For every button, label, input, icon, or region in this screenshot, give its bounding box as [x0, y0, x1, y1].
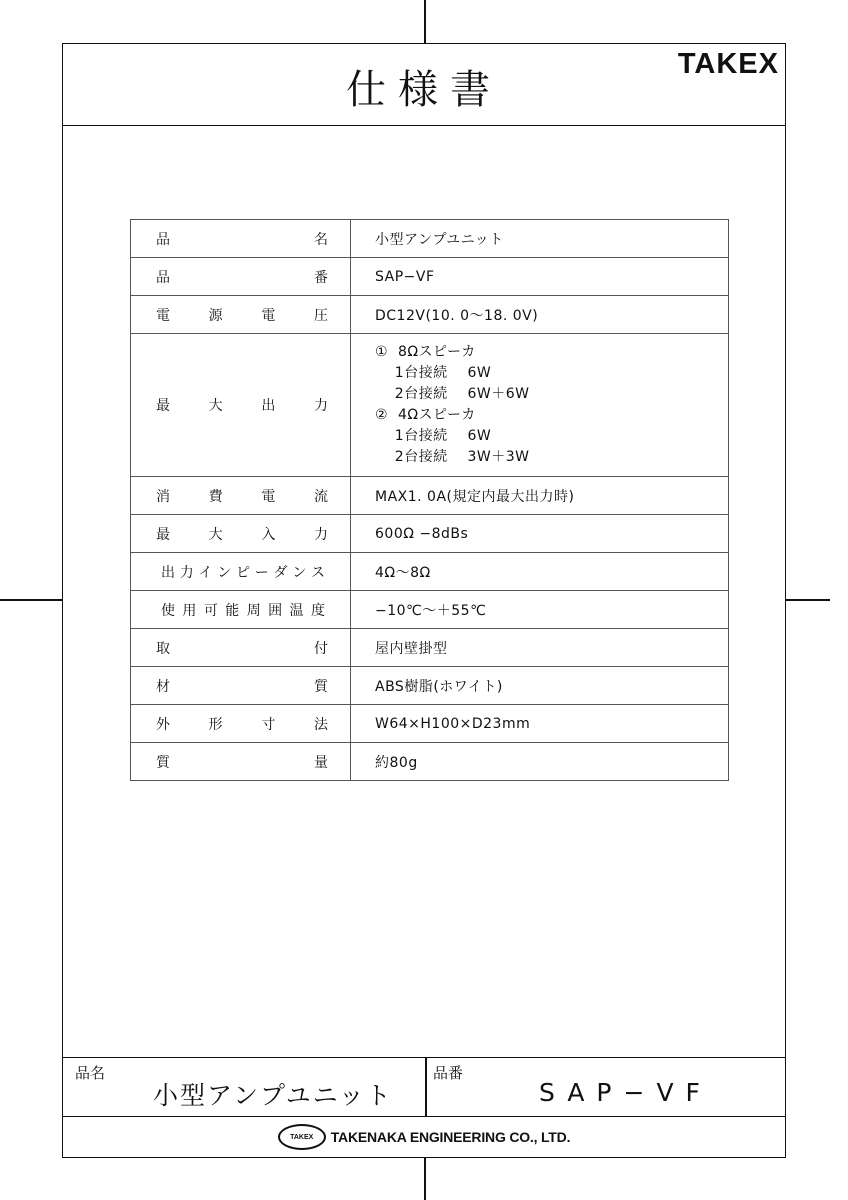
spec-label-char: 用 [182, 602, 197, 619]
spec-label-char: 周 [246, 602, 261, 619]
spec-label-char: ダ [273, 564, 288, 581]
spec-label-char: 外 [156, 716, 170, 733]
document-title: 仕様書 [346, 67, 502, 113]
spec-label-char: 最 [156, 526, 170, 543]
spec-label-char: 流 [313, 488, 328, 505]
spec-label-char: 取 [156, 640, 170, 657]
spec-value: 約80g [351, 743, 729, 781]
spec-row [131, 705, 729, 743]
spec-label-char: 温 [289, 602, 304, 619]
spec-row [131, 515, 729, 553]
spec-label-char: 番 [314, 269, 328, 286]
spec-label [131, 743, 351, 781]
crop-mark-top [424, 0, 426, 43]
spec-label-char: 品 [156, 269, 170, 286]
spec-value: 小型アンプユニット [351, 220, 729, 258]
spec-label-char: 材 [156, 678, 170, 695]
spec-label-char: 費 [208, 488, 223, 505]
spec-label [131, 515, 351, 553]
spec-label-char: 力 [179, 564, 194, 581]
spec-value: 屋内壁掛型 [351, 629, 729, 667]
spec-value: ABS樹脂(ホワイト) [351, 667, 729, 705]
spec-label-char: 量 [314, 754, 328, 771]
spec-value: W64×H100×D23mm [351, 705, 729, 743]
spec-value: ① 8Ωスピーカ 1台接続 6W 2台接続 6W＋6W ② 4Ωスピーカ 1台接続 6W 2台接続 3W＋3W [351, 334, 729, 477]
spec-value: MAX1. 0A(規定内最大出力時) [351, 477, 729, 515]
spec-label-char: 形 [208, 716, 223, 733]
spec-row [131, 591, 729, 629]
spec-label-char: 能 [225, 602, 240, 619]
company-footer [63, 1117, 785, 1157]
product-no: SAP−VF [539, 1078, 712, 1107]
spec-label-char: 大 [208, 398, 223, 414]
product-no-caption: 品番 [433, 1064, 464, 1082]
spec-label-char: ー [254, 564, 269, 581]
spec-value: DC12V(10. 0〜18. 0V) [351, 296, 729, 334]
spec-row [131, 258, 729, 296]
spec-row [131, 553, 729, 591]
spec-value: 4Ω〜8Ω [351, 553, 729, 591]
crop-mark-right [786, 599, 830, 601]
spec-label-char: 囲 [268, 602, 283, 619]
spec-label-char: 入 [261, 526, 276, 543]
spec-label-char: 名 [314, 231, 328, 248]
spec-label [131, 629, 351, 667]
spec-value: −10℃〜＋55℃ [351, 591, 729, 629]
spec-label-char: 圧 [313, 307, 328, 324]
footer-info [63, 1057, 785, 1117]
spec-label-char: ピ [236, 564, 250, 581]
spec-sheet-frame [62, 43, 786, 1158]
spec-value: SAP−VF [351, 258, 729, 296]
spec-label [131, 258, 351, 296]
spec-label-char: 度 [310, 602, 325, 619]
spec-label-char: 可 [203, 602, 218, 619]
spec-label-char: 質 [156, 754, 170, 771]
spec-label-char: 電 [156, 307, 170, 324]
spec-label [131, 477, 351, 515]
spec-row [131, 477, 729, 515]
spec-value: 600Ω −8dBs [351, 515, 729, 553]
spec-label-char: 最 [156, 398, 170, 414]
crop-mark-left [0, 599, 62, 601]
spec-label-char: 寸 [261, 716, 276, 733]
spec-row [131, 743, 729, 781]
company-name: TAKENAKA ENGINEERING CO., LTD. [330, 1129, 571, 1145]
spec-label-char: 品 [156, 231, 170, 248]
spec-row [131, 334, 729, 477]
spec-row [131, 629, 729, 667]
spec-row [131, 296, 729, 334]
spec-row [131, 667, 729, 705]
spec-label-char: ン [292, 564, 307, 581]
spec-label [131, 296, 351, 334]
spec-label-char: イ [198, 564, 213, 581]
spec-label-char: 出 [161, 564, 175, 581]
spec-label-char: 出 [261, 398, 276, 414]
spec-label-char: 電 [261, 307, 276, 324]
spec-label-char: 電 [261, 488, 276, 505]
spec-label-char: 使 [161, 602, 175, 619]
crop-mark-bottom [424, 1158, 426, 1200]
spec-label [131, 667, 351, 705]
spec-label [131, 334, 351, 477]
spec-label [131, 705, 351, 743]
brand-logo: TAKEX [677, 48, 779, 80]
spec-table [130, 219, 729, 781]
spec-label-char: 質 [314, 678, 328, 695]
spec-label-char: 大 [208, 526, 223, 543]
spec-label [131, 553, 351, 591]
spec-label-char: 付 [314, 640, 328, 657]
takex-logo-icon: TAKEX [278, 1124, 326, 1150]
product-name: 小型アンプユニット [153, 1081, 393, 1110]
spec-label-char: 力 [313, 398, 328, 414]
product-name-caption: 品名 [75, 1064, 106, 1082]
spec-label [131, 591, 351, 629]
spec-label [131, 220, 351, 258]
spec-label-char: ス [311, 564, 325, 581]
spec-label-char: 法 [313, 716, 328, 733]
spec-row [131, 220, 729, 258]
spec-label-char: 源 [208, 307, 223, 324]
spec-label-char: 力 [313, 526, 328, 543]
spec-label-char: ン [217, 564, 232, 581]
spec-label-char: 消 [156, 488, 170, 505]
header [63, 44, 785, 126]
footer-divider [425, 1058, 427, 1116]
